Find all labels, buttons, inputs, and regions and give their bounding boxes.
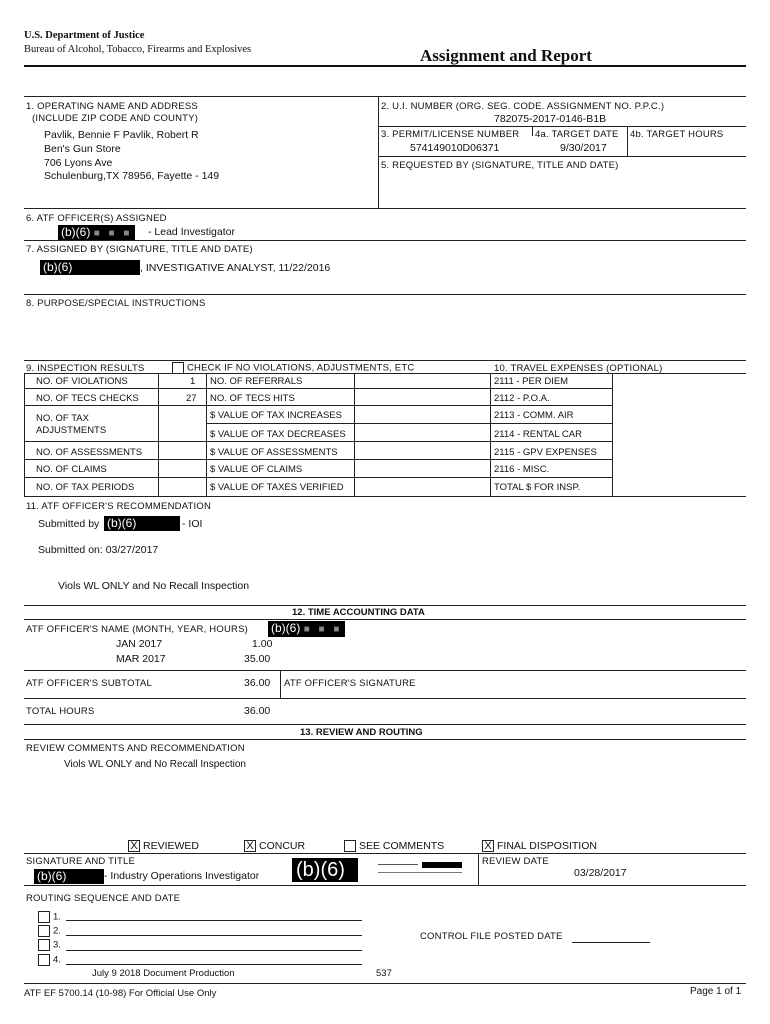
concur-label: CONCUR [259, 840, 306, 852]
claims-label: NO. OF CLAIMS [36, 464, 107, 475]
final-disposition-label: FINAL DISPOSITION [497, 840, 597, 852]
routing-item-2-label: 2. [53, 925, 61, 937]
taxes-verified-label: $ VALUE OF TAXES VERIFIED [210, 482, 344, 493]
value-claims-label: $ VALUE OF CLAIMS [210, 464, 303, 475]
digital-signature-stamp [378, 862, 462, 876]
submitted-by-label: Submitted by [38, 518, 100, 530]
tax-decreases-label: $ VALUE OF TAX DECREASES [210, 429, 346, 440]
tecs-checks-label: NO. OF TECS CHECKS [36, 393, 139, 404]
routing-item-2[interactable] [38, 925, 61, 937]
sec3-label: 3. PERMIT/LICENSE NUMBER [381, 129, 520, 140]
travel-per-diem: 2111 - PER DIEM [494, 376, 569, 387]
submitted-on: Submitted on: 03/27/2017 [38, 544, 159, 556]
sec7-label: 7. ASSIGNED BY (SIGNATURE, TITLE AND DATE) [26, 244, 253, 255]
month-jan: JAN 2017 [116, 638, 163, 650]
sec1-label: 1. OPERATING NAME AND ADDRESS [26, 101, 198, 112]
review-date-label: REVIEW DATE [482, 856, 549, 867]
form-number: ATF EF 5700.14 (10-98) For Official Use Only [24, 988, 217, 999]
routing-checkbox-3[interactable] [38, 939, 50, 951]
tax-adjustments-label: NO. OF TAX ADJUSTMENTS [36, 413, 107, 436]
sec10-label: 10. TRAVEL EXPENSES (OPTIONAL) [494, 363, 663, 374]
review-date: 03/28/2017 [574, 867, 627, 879]
target-date: 9/30/2017 [560, 142, 607, 154]
sec6-label: 6. ATF OFFICER(S) ASSIGNED [26, 213, 167, 224]
page-indicator: Page 1 of 1 [690, 986, 742, 997]
sec13-title: 13. REVIEW AND ROUTING [300, 727, 423, 738]
value-assessments-label: $ VALUE OF ASSESSMENTS [210, 447, 338, 458]
sec5-label: 5. REQUESTED BY (SIGNATURE, TITLE AND DATE) [381, 160, 619, 171]
violations-label: NO. OF VIOLATIONS [36, 376, 128, 387]
subtotal-value: 36.00 [244, 677, 271, 689]
routing-item-1[interactable] [38, 911, 61, 923]
department-name: U.S. Department of Justice [24, 30, 145, 41]
concur-check[interactable] [244, 840, 305, 852]
final-disposition-check[interactable] [482, 840, 597, 852]
review-comments-label: REVIEW COMMENTS AND RECOMMENDATION [26, 743, 245, 754]
hours-jan: 1.00 [252, 638, 273, 650]
reviewed-checkbox[interactable]: X [128, 840, 140, 852]
street-address: 706 Lyons Ave [44, 157, 113, 169]
violations-value: 1 [190, 376, 196, 387]
operator-names: Pavlik, Bennie F Pavlik, Robert R [44, 129, 199, 141]
target-hours-label: 4b. TARGET HOURS [630, 129, 724, 140]
subtotal-label: ATF OFFICER'S SUBTOTAL [26, 678, 153, 689]
sec2-label: 2. U.I. NUMBER (ORG. SEG. CODE. ASSIGNMENT NO. P.P.C.) [381, 101, 665, 112]
control-file-label: CONTROL FILE POSTED DATE [420, 931, 563, 942]
routing-item-4-label: 4. [53, 954, 61, 966]
signature-title-label: SIGNATURE AND TITLE [26, 856, 136, 867]
submitter-role: - IOI [182, 518, 203, 530]
routing-item-1-label: 1. [53, 911, 61, 923]
travel-poa: 2112 - P.O.A. [494, 393, 550, 404]
sec11-label: 11. ATF OFFICER'S RECOMMENDATION [26, 501, 212, 512]
tecs-hits-label: NO. OF TECS HITS [210, 393, 295, 404]
reviewed-check[interactable] [128, 840, 199, 852]
signature-redaction: (b)(6) [292, 858, 358, 882]
final-disposition-checkbox[interactable]: X [482, 840, 494, 852]
month-mar: MAR 2017 [116, 653, 166, 665]
city-state-county: Schulenburg,TX 78956, Fayette - 149 [44, 170, 220, 182]
concur-checkbox[interactable]: X [244, 840, 256, 852]
reviewer-redaction: (b)(6) [34, 869, 104, 884]
bates-number: 537 [376, 968, 392, 979]
officer-redaction: (b)(6) ■ ■ ■ [58, 225, 135, 241]
reviewer-title: - Industry Operations Investigator [104, 870, 260, 882]
no-violations-check-label: CHECK IF NO VIOLATIONS, ADJUSTMENTS, ETC [187, 362, 415, 374]
routing-checkbox-4[interactable] [38, 954, 50, 966]
hours-mar: 35.00 [244, 653, 271, 665]
sec12-title: 12. TIME ACCOUNTING DATA [292, 607, 425, 618]
officer-signature-label: ATF OFFICER'S SIGNATURE [284, 678, 416, 689]
routing-item-4[interactable] [38, 954, 61, 966]
officer-role: - Lead Investigator [148, 226, 235, 238]
travel-total: TOTAL $ FOR INSP. [494, 482, 581, 493]
target-date-label: 4a. TARGET DATE [535, 129, 619, 140]
see-comments-label: SEE COMMENTS [359, 840, 445, 852]
production-note: July 9 2018 Document Production [92, 968, 235, 979]
referrals-label: NO. OF REFERRALS [210, 376, 303, 387]
ui-number: 782075-2017-0146-B1B [494, 113, 607, 125]
bureau-name: Bureau of Alcohol, Tobacco, Firearms and Explosives [24, 44, 252, 55]
sec9-label: 9. INSPECTION RESULTS [26, 363, 145, 374]
officer-name-label: ATF OFFICER'S NAME (MONTH, YEAR, HOURS) [26, 624, 248, 635]
submitter-redaction: (b)(6) [104, 516, 180, 531]
sec1-sublabel: (INCLUDE ZIP CODE AND COUNTY) [32, 113, 199, 124]
total-hours-value: 36.00 [244, 705, 271, 717]
assessments-label: NO. OF ASSESSMENTS [36, 447, 143, 458]
travel-misc: 2116 - MISC. [494, 464, 550, 475]
routing-item-3-label: 3. [53, 939, 61, 951]
business-name: Ben's Gun Store [44, 143, 121, 155]
review-comments: Viols WL ONLY and No Recall Inspection [64, 759, 246, 770]
routing-checkbox-1[interactable] [38, 911, 50, 923]
time-officer-redaction: (b)(6) ■ ■ ■ [268, 621, 345, 637]
tecs-checks-value: 27 [186, 393, 197, 404]
routing-item-3[interactable] [38, 939, 61, 951]
assigner-redaction: (b)(6) [40, 260, 140, 275]
travel-rental-car: 2114 - RENTAL CAR [494, 429, 582, 440]
routing-checkbox-2[interactable] [38, 925, 50, 937]
travel-gpv: 2115 - GPV EXPENSES [494, 447, 597, 458]
form-title: Assignment and Report [420, 46, 592, 65]
routing-label: ROUTING SEQUENCE AND DATE [26, 893, 181, 904]
assigner-title-date: , INVESTIGATIVE ANALYST, 11/22/2016 [140, 262, 331, 274]
sec8-label: 8. PURPOSE/SPECIAL INSTRUCTIONS [26, 298, 206, 309]
see-comments-checkbox[interactable] [344, 840, 356, 852]
permit-number: 574149010D06371 [410, 142, 500, 154]
recommendation-note: Viols WL ONLY and No Recall Inspection [58, 580, 250, 592]
travel-comm-air: 2113 - COMM. AIR [494, 410, 574, 421]
tax-periods-label: NO. OF TAX PERIODS [36, 482, 135, 493]
tax-increases-label: $ VALUE OF TAX INCREASES [210, 410, 342, 421]
total-hours-label: TOTAL HOURS [26, 706, 95, 717]
see-comments-check[interactable] [344, 840, 444, 852]
reviewed-label: REVIEWED [143, 840, 200, 852]
